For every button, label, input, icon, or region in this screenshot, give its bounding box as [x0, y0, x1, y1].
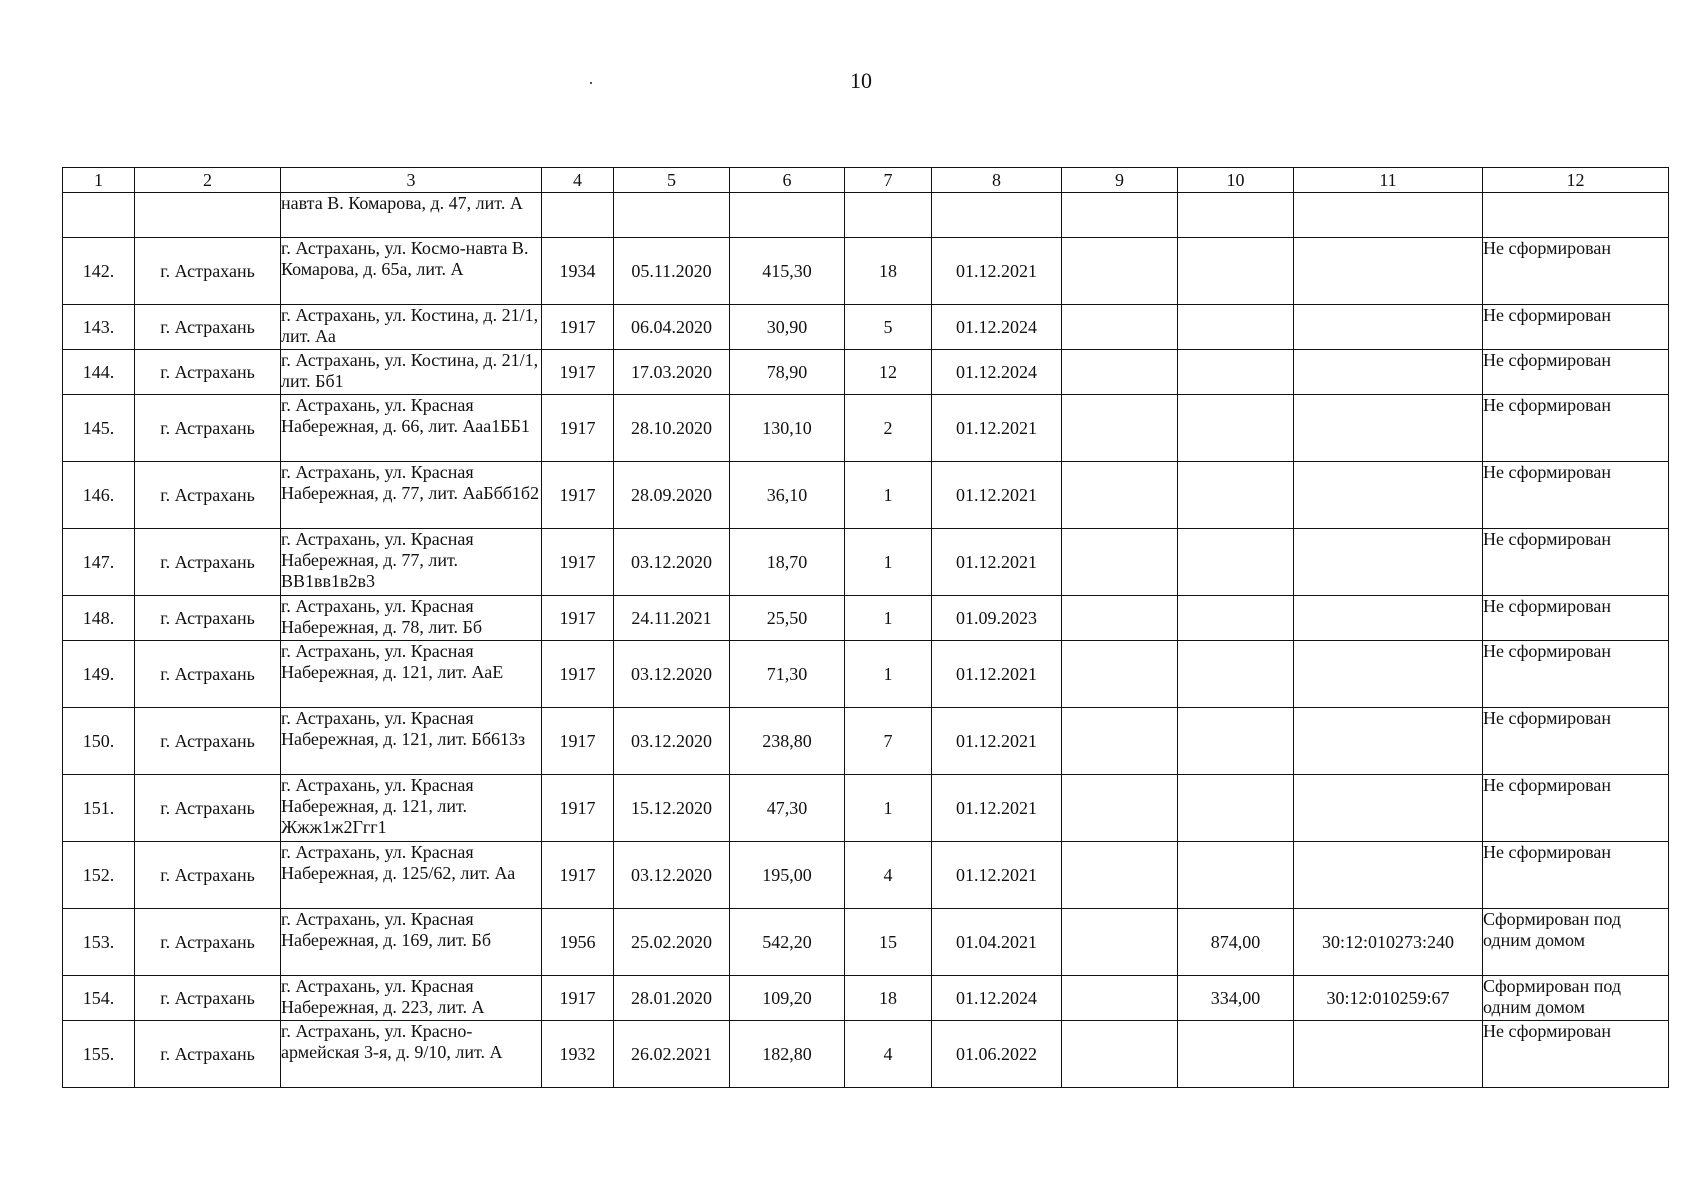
row-number: 146.	[63, 462, 135, 529]
land-area: 874,00	[1178, 909, 1294, 976]
city: г. Астрахань	[135, 909, 281, 976]
residents-count: 18	[845, 976, 932, 1021]
row-number: 152.	[63, 842, 135, 909]
column-9-value	[1062, 305, 1178, 350]
survey-date: 24.11.2021	[614, 596, 730, 641]
cadastral-number	[1294, 708, 1483, 775]
city: г. Астрахань	[135, 395, 281, 462]
land-status: Не сформирован	[1483, 641, 1669, 708]
col-header-5: 5	[614, 168, 730, 193]
land-status: Не сформирован	[1483, 529, 1669, 596]
survey-date: 03.12.2020	[614, 641, 730, 708]
area: 542,20	[730, 909, 845, 976]
land-status: Сформирован под одним домом	[1483, 909, 1669, 976]
year-built: 1917	[542, 305, 614, 350]
cadastral-number	[1294, 350, 1483, 395]
address: г. Астрахань, ул. Красная Набережная, д. 223, лит. А	[281, 976, 542, 1021]
table-row	[63, 596, 1669, 641]
cell-empty	[614, 193, 730, 238]
address: г. Астрахань, ул. Красная Набережная, д. 121, лит. Жжж1ж2Ггг1	[281, 775, 542, 842]
table-row	[63, 305, 1669, 350]
column-9-value	[1062, 529, 1178, 596]
cadastral-number	[1294, 641, 1483, 708]
address: г. Астрахань, ул. Красная Набережная, д. 169, лит. Бб	[281, 909, 542, 976]
residents-count: 18	[845, 238, 932, 305]
land-area	[1178, 596, 1294, 641]
land-status: Не сформирован	[1483, 1021, 1669, 1088]
row-number: 147.	[63, 529, 135, 596]
cadastral-number: 30:12:010259:67	[1294, 976, 1483, 1021]
residents-count: 1	[845, 529, 932, 596]
year-built: 1917	[542, 462, 614, 529]
city: г. Астрахань	[135, 775, 281, 842]
survey-date: 03.12.2020	[614, 708, 730, 775]
area: 36,10	[730, 462, 845, 529]
column-9-value	[1062, 462, 1178, 529]
cell-empty	[730, 193, 845, 238]
address: г. Астрахань, ул. Космо-навта В. Комарова, д. 65а, лит. А	[281, 238, 542, 305]
area: 78,90	[730, 350, 845, 395]
continuation-row	[63, 193, 1669, 238]
land-area	[1178, 305, 1294, 350]
survey-date: 28.01.2020	[614, 976, 730, 1021]
survey-date: 28.10.2020	[614, 395, 730, 462]
area: 238,80	[730, 708, 845, 775]
continuation-address: навта В. Комарова, д. 47, лит. А	[281, 193, 542, 238]
land-area	[1178, 641, 1294, 708]
land-status: Не сформирован	[1483, 462, 1669, 529]
survey-date: 25.02.2020	[614, 909, 730, 976]
area: 25,50	[730, 596, 845, 641]
city: г. Астрахань	[135, 1021, 281, 1088]
city: г. Астрахань	[135, 350, 281, 395]
land-status: Не сформирован	[1483, 238, 1669, 305]
land-area	[1178, 1021, 1294, 1088]
table-row	[63, 1021, 1669, 1088]
table-row	[63, 462, 1669, 529]
year-built: 1917	[542, 395, 614, 462]
deadline-date: 01.12.2024	[932, 305, 1062, 350]
col-header-3: 3	[281, 168, 542, 193]
land-status: Не сформирован	[1483, 842, 1669, 909]
column-9-value	[1062, 1021, 1178, 1088]
cadastral-number	[1294, 529, 1483, 596]
land-area	[1178, 395, 1294, 462]
land-status: Не сформирован	[1483, 395, 1669, 462]
column-9-value	[1062, 596, 1178, 641]
deadline-date: 01.12.2021	[932, 641, 1062, 708]
deadline-date: 01.12.2024	[932, 976, 1062, 1021]
city: г. Астрахань	[135, 529, 281, 596]
cadastral-number	[1294, 238, 1483, 305]
col-header-1: 1	[63, 168, 135, 193]
land-area	[1178, 238, 1294, 305]
table-row	[63, 395, 1669, 462]
cadastral-number	[1294, 775, 1483, 842]
cadastral-number	[1294, 842, 1483, 909]
year-built: 1917	[542, 641, 614, 708]
residents-count: 1	[845, 775, 932, 842]
survey-date: 05.11.2020	[614, 238, 730, 305]
col-header-2: 2	[135, 168, 281, 193]
row-number: 155.	[63, 1021, 135, 1088]
year-built: 1956	[542, 909, 614, 976]
city: г. Астрахань	[135, 842, 281, 909]
table-row	[63, 529, 1669, 596]
address: г. Астрахань, ул. Красная Набережная, д. 77, лит. ВВ1вв1в2в3	[281, 529, 542, 596]
year-built: 1917	[542, 708, 614, 775]
deadline-date: 01.12.2021	[932, 775, 1062, 842]
scan-speck	[590, 82, 592, 84]
table-row	[63, 708, 1669, 775]
column-9-value	[1062, 976, 1178, 1021]
area: 130,10	[730, 395, 845, 462]
residents-count: 4	[845, 842, 932, 909]
deadline-date: 01.12.2021	[932, 529, 1062, 596]
residents-count: 4	[845, 1021, 932, 1088]
address: г. Астрахань, ул. Костина, д. 21/1, лит. Бб1	[281, 350, 542, 395]
table-row	[63, 641, 1669, 708]
city: г. Астрахань	[135, 708, 281, 775]
city: г. Астрахань	[135, 305, 281, 350]
residents-count: 2	[845, 395, 932, 462]
page-number: 10	[850, 68, 872, 93]
col-header-10: 10	[1178, 168, 1294, 193]
column-9-value	[1062, 842, 1178, 909]
land-status: Не сформирован	[1483, 305, 1669, 350]
address: г. Астрахань, ул. Красная Набережная, д. 121, лит. Бб613з	[281, 708, 542, 775]
row-number: 149.	[63, 641, 135, 708]
address: г. Астрахань, ул. Красная Набережная, д. 78, лит. Бб	[281, 596, 542, 641]
area: 18,70	[730, 529, 845, 596]
survey-date: 06.04.2020	[614, 305, 730, 350]
row-number: 142.	[63, 238, 135, 305]
deadline-date: 01.12.2024	[932, 350, 1062, 395]
address: г. Астрахань, ул. Красная Набережная, д. 77, лит. АаБбб1б2	[281, 462, 542, 529]
row-number: 144.	[63, 350, 135, 395]
cadastral-number	[1294, 305, 1483, 350]
residents-count: 5	[845, 305, 932, 350]
column-9-value	[1062, 395, 1178, 462]
area: 109,20	[730, 976, 845, 1021]
city: г. Астрахань	[135, 462, 281, 529]
cadastral-number	[1294, 462, 1483, 529]
table-row	[63, 842, 1669, 909]
deadline-date: 01.06.2022	[932, 1021, 1062, 1088]
cell-empty	[542, 193, 614, 238]
city: г. Астрахань	[135, 596, 281, 641]
land-status: Не сформирован	[1483, 775, 1669, 842]
column-9-value	[1062, 775, 1178, 842]
row-number: 148.	[63, 596, 135, 641]
land-area	[1178, 842, 1294, 909]
area: 47,30	[730, 775, 845, 842]
survey-date: 26.02.2021	[614, 1021, 730, 1088]
area: 30,90	[730, 305, 845, 350]
land-area	[1178, 708, 1294, 775]
year-built: 1917	[542, 350, 614, 395]
row-number: 143.	[63, 305, 135, 350]
address: г. Астрахань, ул. Красная Набережная, д. 125/62, лит. Аа	[281, 842, 542, 909]
land-status: Не сформирован	[1483, 596, 1669, 641]
year-built: 1917	[542, 529, 614, 596]
cell-empty	[135, 193, 281, 238]
deadline-date: 01.12.2021	[932, 395, 1062, 462]
table-row	[63, 238, 1669, 305]
deadline-date: 01.12.2021	[932, 708, 1062, 775]
year-built: 1917	[542, 976, 614, 1021]
survey-date: 03.12.2020	[614, 529, 730, 596]
address: г. Астрахань, ул. Красно-армейская 3-я, д. 9/10, лит. А	[281, 1021, 542, 1088]
area: 195,00	[730, 842, 845, 909]
residents-count: 1	[845, 462, 932, 529]
land-area	[1178, 529, 1294, 596]
cadastral-number	[1294, 1021, 1483, 1088]
column-9-value	[1062, 708, 1178, 775]
residents-count: 7	[845, 708, 932, 775]
residents-count: 1	[845, 596, 932, 641]
year-built: 1917	[542, 596, 614, 641]
survey-date: 17.03.2020	[614, 350, 730, 395]
land-area	[1178, 462, 1294, 529]
city: г. Астрахань	[135, 641, 281, 708]
area: 182,80	[730, 1021, 845, 1088]
col-header-9: 9	[1062, 168, 1178, 193]
cadastral-number	[1294, 596, 1483, 641]
survey-date: 28.09.2020	[614, 462, 730, 529]
table-row	[63, 775, 1669, 842]
land-status: Не сформирован	[1483, 350, 1669, 395]
cadastral-number	[1294, 395, 1483, 462]
table-row	[63, 350, 1669, 395]
row-number: 151.	[63, 775, 135, 842]
cell-empty	[1483, 193, 1669, 238]
residents-count: 1	[845, 641, 932, 708]
column-number-header-row	[63, 168, 1669, 193]
land-area	[1178, 350, 1294, 395]
cadastral-number: 30:12:010273:240	[1294, 909, 1483, 976]
survey-date: 03.12.2020	[614, 842, 730, 909]
column-9-value	[1062, 350, 1178, 395]
row-number: 154.	[63, 976, 135, 1021]
col-header-4: 4	[542, 168, 614, 193]
deadline-date: 01.12.2021	[932, 238, 1062, 305]
deadline-date: 01.04.2021	[932, 909, 1062, 976]
address: г. Астрахань, ул. Красная Набережная, д. 66, лит. Ааа1ББ1	[281, 395, 542, 462]
column-9-value	[1062, 641, 1178, 708]
residents-count: 12	[845, 350, 932, 395]
deadline-date: 01.12.2021	[932, 462, 1062, 529]
land-status: Сформирован под одним домом	[1483, 976, 1669, 1021]
residents-count: 15	[845, 909, 932, 976]
year-built: 1917	[542, 842, 614, 909]
col-header-7: 7	[845, 168, 932, 193]
column-9-value	[1062, 909, 1178, 976]
deadline-date: 01.12.2021	[932, 842, 1062, 909]
cell-empty	[845, 193, 932, 238]
cell-empty	[1178, 193, 1294, 238]
col-header-11: 11	[1294, 168, 1483, 193]
col-header-8: 8	[932, 168, 1062, 193]
cell-empty	[63, 193, 135, 238]
year-built: 1934	[542, 238, 614, 305]
col-header-12: 12	[1483, 168, 1669, 193]
housing-table	[62, 167, 1669, 1088]
deadline-date: 01.09.2023	[932, 596, 1062, 641]
year-built: 1917	[542, 775, 614, 842]
row-number: 153.	[63, 909, 135, 976]
land-area	[1178, 775, 1294, 842]
city: г. Астрахань	[135, 976, 281, 1021]
table-row	[63, 976, 1669, 1021]
year-built: 1932	[542, 1021, 614, 1088]
land-area: 334,00	[1178, 976, 1294, 1021]
cell-empty	[1062, 193, 1178, 238]
survey-date: 15.12.2020	[614, 775, 730, 842]
cell-empty	[932, 193, 1062, 238]
table-row	[63, 909, 1669, 976]
city: г. Астрахань	[135, 238, 281, 305]
address: г. Астрахань, ул. Красная Набережная, д. 121, лит. АаЕ	[281, 641, 542, 708]
address: г. Астрахань, ул. Костина, д. 21/1, лит. Аа	[281, 305, 542, 350]
column-9-value	[1062, 238, 1178, 305]
row-number: 145.	[63, 395, 135, 462]
land-status: Не сформирован	[1483, 708, 1669, 775]
cell-empty	[1294, 193, 1483, 238]
area: 415,30	[730, 238, 845, 305]
area: 71,30	[730, 641, 845, 708]
row-number: 150.	[63, 708, 135, 775]
col-header-6: 6	[730, 168, 845, 193]
